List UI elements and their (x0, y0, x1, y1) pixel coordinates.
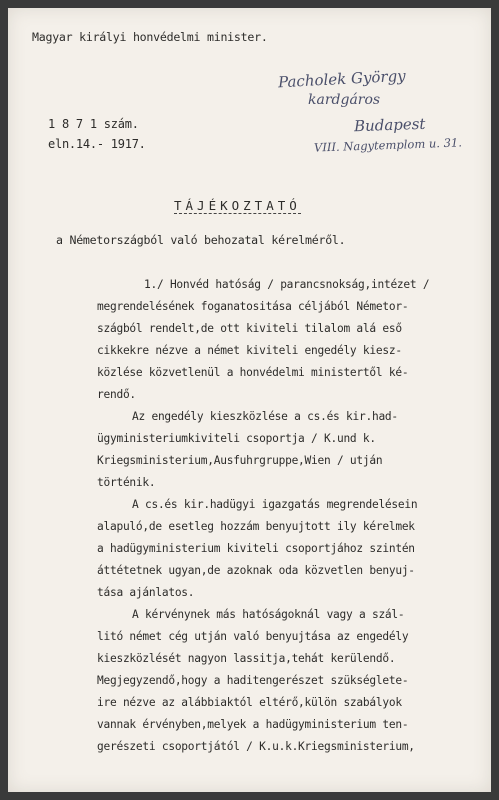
document-page (8, 8, 491, 792)
ministry-header: Magyar királyi honvédelmi minister. (32, 30, 268, 44)
bleed-through (258, 48, 264, 59)
document-title (174, 198, 301, 213)
text-line-7: Az engedély kieszközlése a cs.és kir.had- (132, 410, 398, 423)
text-line-11: A cs.és kir.hadügyi igazgatás megrendelésein (132, 498, 418, 511)
text-line-18: kieszközlését nagyon lassitja,tehát kerülendő. (97, 652, 396, 665)
handwritten-title: kardgáros (308, 92, 381, 108)
text-line-20: ire nézve az alábbiaktól eltérő,külön szabályok (97, 696, 402, 709)
text-line-19: Megjegyzendő,hogy a haditengerészet szükséglete- (97, 674, 409, 687)
text-line-4: cikkekre nézve a német kiviteli engedély kiesz- (97, 344, 402, 357)
text-line-9: Kriegsministerium,Ausfuhrgruppe,Wien / utján (97, 454, 383, 467)
text-line-12: alapuló,de esetleg hozzám benyujtott ily kérelmek (97, 520, 415, 533)
text-line-15: tása ajánlatos. (97, 586, 195, 599)
document-title-text: TÁJÉKOZTATÓ (174, 198, 301, 213)
text-line-8: ügyministeriumkiviteli csoportja / K.und k. (97, 432, 376, 445)
text-line-14: áttétetnek ugyan,de azoknak oda közvetlen benyuj- (97, 564, 415, 577)
document-subtitle: a Németországból való behozatal kérelméről. (56, 233, 346, 247)
handwritten-address: VIII. Nagytemplom u. 31. (313, 135, 463, 155)
text-line-16: A kérvénynek más hatóságoknál vagy a szál- (132, 608, 405, 621)
text-line-6: rendő. (97, 388, 136, 401)
handwritten-city: Budapest (353, 114, 426, 136)
text-line-5: közlése közvetlenül a honvédelmi ministertől ké- (97, 366, 409, 379)
text-line-3: szágból rendelt,de ott kiviteli tilalom alá eső (97, 322, 402, 335)
text-line-1: 1./ Honvéd hatóság / parancsnokság,intézet / (144, 278, 430, 291)
text-line-22: gerészeti csoportjától / K.u.k.Kriegsministerium, (97, 740, 415, 753)
document-number: 1 8 7 1 szám. (48, 117, 139, 131)
text-line-2: megrendelésének foganatositása céljából Németor- (97, 300, 409, 313)
handwritten-name: Pacholek György (277, 66, 407, 92)
document-date: eln.14.- 1917. (48, 137, 146, 151)
text-line-10: történik. (97, 476, 156, 489)
text-line-21: vannak érvényben,melyek a hadügyministerium ten- (97, 718, 409, 731)
text-line-17: litó német cég utján való benyujtása az engedély (97, 630, 409, 643)
text-line-13: a hadügyministerium kiviteli csoportjához szintén (97, 542, 415, 555)
